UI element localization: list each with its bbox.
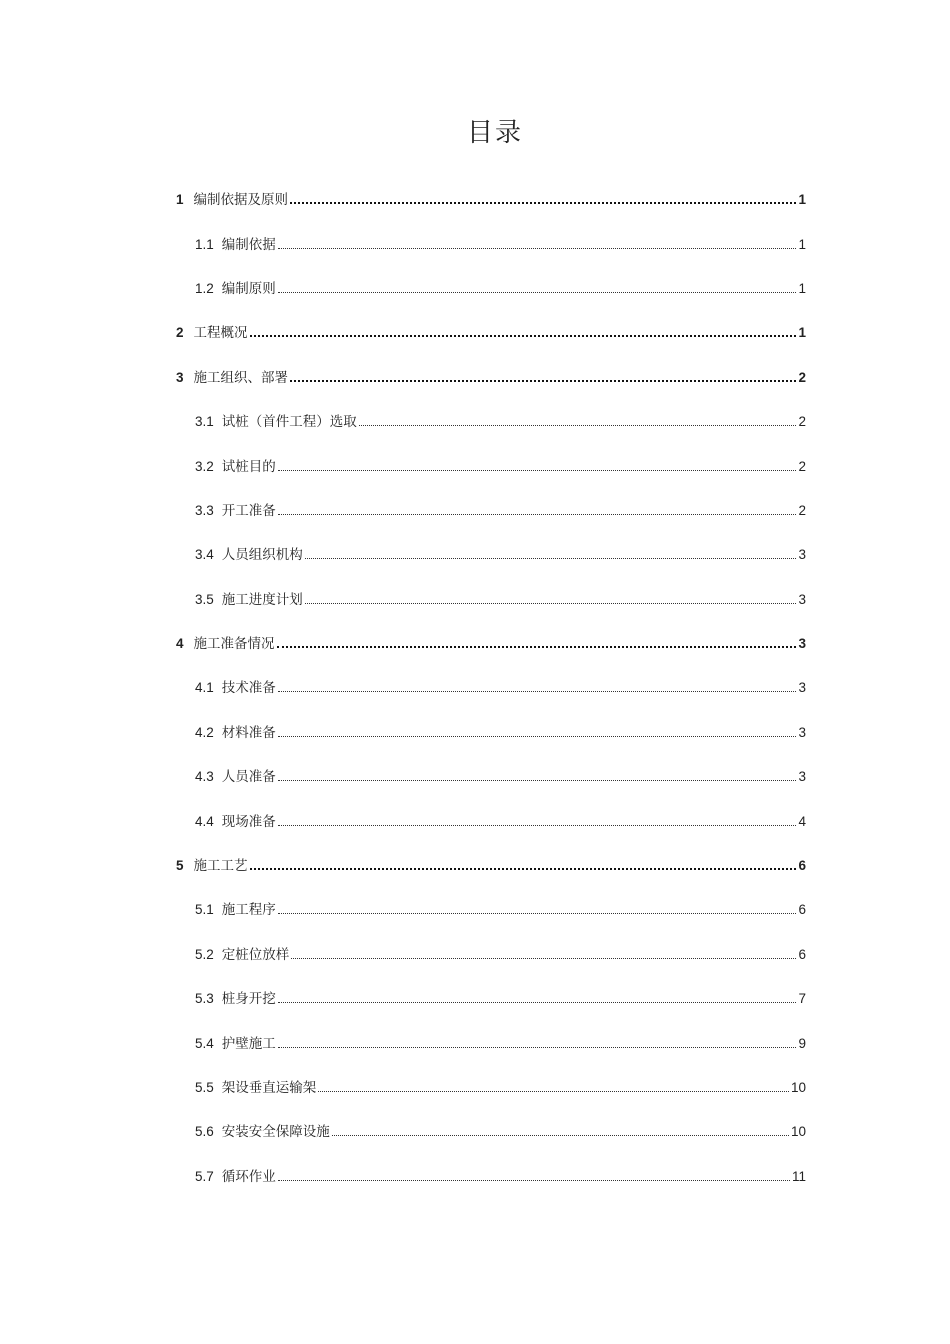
toc-page-number: 3 <box>798 547 806 563</box>
toc-entry-number: 5.4 <box>195 1035 214 1051</box>
toc-page-number: 4 <box>798 813 806 829</box>
toc-section-entry[interactable] <box>0 709 950 753</box>
toc-entry-title: 施工组织、部署 <box>193 369 289 386</box>
toc-entry-number: 4.3 <box>195 769 214 785</box>
toc-dot-leader <box>278 247 797 249</box>
toc-entry-number: 5.7 <box>195 1168 214 1184</box>
toc-dot-leader <box>277 645 797 648</box>
toc-entry-number: 3.4 <box>195 547 214 563</box>
toc-entry-title: 施工工艺 <box>193 858 248 875</box>
toc-page-number: 9 <box>798 1035 806 1051</box>
toc-entry-title: 试桩（首件工程）选取 <box>221 414 357 431</box>
toc-entry-title: 循环作业 <box>221 1168 276 1185</box>
toc-entry-number: 4.2 <box>195 724 214 740</box>
toc-entry-title: 安装安全保障设施 <box>221 1124 330 1141</box>
toc-entry-title: 人员组织机构 <box>221 547 303 564</box>
toc-dot-leader <box>359 424 797 426</box>
toc-page-number: 3 <box>798 591 806 607</box>
toc-dot-leader <box>278 513 797 515</box>
toc-section-entry[interactable] <box>0 398 950 442</box>
toc-chapter-entry[interactable] <box>0 620 950 664</box>
toc-entry-number: 3.5 <box>195 591 214 607</box>
toc-section-entry[interactable] <box>0 975 950 1019</box>
toc-entry-title: 试桩目的 <box>221 458 276 475</box>
toc-section-entry[interactable] <box>0 797 950 841</box>
toc-entry-line <box>176 366 950 386</box>
table-of-contents <box>0 176 950 1197</box>
toc-entry-title: 架设垂直运输架 <box>221 1080 317 1096</box>
toc-section-entry[interactable] <box>0 931 950 975</box>
toc-dot-leader <box>278 1001 797 1003</box>
toc-entry-number: 3.2 <box>195 458 214 474</box>
toc-entry-number: 4.1 <box>195 680 214 696</box>
toc-chapter-entry[interactable] <box>0 842 950 886</box>
toc-entry-number: 4 <box>176 636 184 652</box>
toc-section-entry[interactable] <box>0 265 950 309</box>
toc-entry-line <box>195 987 950 1007</box>
toc-entry-title: 开工准备 <box>221 502 276 519</box>
toc-entry-title: 定桩位放样 <box>221 946 290 963</box>
toc-chapter-entry[interactable] <box>0 354 950 398</box>
toc-entry-title: 现场准备 <box>221 813 276 830</box>
toc-dot-leader <box>250 334 797 337</box>
toc-page-number: 3 <box>798 769 806 785</box>
toc-entry-number: 5.3 <box>195 991 214 1007</box>
toc-page-number: 1 <box>798 280 806 296</box>
toc-entry-number: 3 <box>176 369 184 385</box>
toc-dot-leader <box>332 1134 789 1136</box>
toc-entry-line <box>195 1165 950 1185</box>
toc-entry-number: 5 <box>176 858 184 874</box>
toc-page-number: 2 <box>798 414 806 430</box>
toc-entry-line <box>195 810 950 830</box>
toc-entry-title: 编制依据 <box>221 236 276 253</box>
toc-entry-title: 技术准备 <box>221 680 276 697</box>
toc-section-entry[interactable] <box>0 753 950 797</box>
toc-entry-number: 3.3 <box>195 502 214 518</box>
toc-entry-line <box>176 321 950 341</box>
toc-section-entry[interactable] <box>0 1019 950 1063</box>
toc-entry-title: 编制原则 <box>221 280 276 297</box>
toc-section-entry[interactable] <box>0 487 950 531</box>
toc-page-number: 3 <box>798 680 806 696</box>
toc-page-number: 2 <box>798 369 806 385</box>
toc-page-number: 6 <box>798 902 806 918</box>
toc-page-number: 10 <box>790 1124 806 1140</box>
toc-entry-line <box>195 1120 950 1140</box>
toc-entry-title: 编制依据及原则 <box>193 192 289 209</box>
toc-entry-title: 材料准备 <box>221 724 276 741</box>
toc-dot-leader <box>278 469 797 471</box>
toc-entry-number: 5.2 <box>195 946 214 962</box>
toc-chapter-entry[interactable] <box>0 176 950 220</box>
toc-entry-title: 桩身开挖 <box>221 991 276 1008</box>
toc-page-number: 1 <box>798 325 806 341</box>
toc-dot-leader <box>305 557 797 559</box>
toc-entry-line <box>195 721 950 741</box>
toc-section-entry[interactable] <box>0 576 950 620</box>
toc-section-entry[interactable] <box>0 220 950 264</box>
toc-entry-line <box>195 1076 950 1096</box>
toc-page-number: 6 <box>798 946 806 962</box>
toc-entry-line <box>195 765 950 785</box>
toc-entry-number: 1.2 <box>195 280 214 296</box>
toc-entry-line <box>195 676 950 696</box>
toc-entry-number: 5.1 <box>195 902 214 918</box>
toc-entry-number: 1.1 <box>195 236 214 252</box>
toc-entry-title: 施工程序 <box>221 902 276 919</box>
page-title: 目录 <box>466 118 523 148</box>
toc-page-number: 3 <box>798 724 806 740</box>
toc-entry-line <box>176 854 950 874</box>
toc-entry-title: 护壁施工 <box>221 1035 276 1052</box>
toc-entry-number: 4.4 <box>195 813 214 829</box>
toc-entry-line <box>195 499 950 519</box>
toc-dot-leader <box>278 690 797 692</box>
toc-entry-title: 施工准备情况 <box>193 636 275 653</box>
toc-dot-leader <box>278 779 797 781</box>
toc-dot-leader <box>250 867 797 870</box>
toc-dot-leader <box>318 1090 789 1092</box>
toc-entry-line <box>195 233 950 253</box>
toc-page-number: 11 <box>791 1168 806 1184</box>
toc-section-entry[interactable] <box>0 664 950 708</box>
toc-dot-leader <box>278 824 797 826</box>
toc-chapter-entry[interactable] <box>0 309 950 353</box>
toc-section-entry[interactable] <box>0 1153 950 1197</box>
toc-page-number: 1 <box>798 192 806 208</box>
toc-page-number: 2 <box>798 458 806 474</box>
toc-dot-leader <box>290 201 796 204</box>
toc-dot-leader <box>305 602 797 604</box>
toc-entry-number: 5.6 <box>195 1124 214 1140</box>
toc-entry-number: 2 <box>176 325 184 341</box>
toc-entry-number: 1 <box>176 192 184 208</box>
toc-entry-line <box>195 277 950 297</box>
toc-entry-line <box>195 455 950 475</box>
toc-entry-line <box>195 898 950 918</box>
toc-section-entry[interactable] <box>0 1108 950 1152</box>
toc-entry-line <box>195 1032 950 1052</box>
toc-entry-number: 5.5 <box>195 1080 214 1095</box>
toc-dot-leader <box>278 912 797 914</box>
toc-page-number: 7 <box>798 991 806 1007</box>
toc-entry-line <box>176 188 950 208</box>
toc-dot-leader <box>290 379 796 382</box>
toc-section-entry[interactable] <box>0 531 950 575</box>
toc-dot-leader <box>278 291 797 293</box>
toc-entry-line <box>195 410 950 430</box>
toc-entry-title: 工程概况 <box>193 325 248 342</box>
toc-dot-leader <box>278 735 797 737</box>
toc-entry-title: 人员准备 <box>221 769 276 786</box>
toc-entry-number: 3.1 <box>195 414 214 430</box>
toc-page-number: 3 <box>798 636 806 652</box>
toc-page-number: 1 <box>798 236 806 252</box>
toc-dot-leader <box>291 957 796 959</box>
toc-page-number: 10 <box>790 1080 806 1095</box>
toc-entry-title: 施工进度计划 <box>221 591 303 608</box>
toc-section-entry[interactable] <box>0 1064 950 1108</box>
toc-dot-leader <box>278 1179 790 1181</box>
toc-dot-leader <box>278 1046 797 1048</box>
toc-entry-line <box>195 543 950 563</box>
toc-entry-line <box>195 943 950 963</box>
toc-section-entry[interactable] <box>0 442 950 486</box>
toc-entry-line <box>195 588 950 608</box>
toc-page-number: 2 <box>798 502 806 518</box>
toc-entry-line <box>176 632 950 652</box>
toc-section-entry[interactable] <box>0 886 950 930</box>
toc-page-number: 6 <box>798 858 806 874</box>
